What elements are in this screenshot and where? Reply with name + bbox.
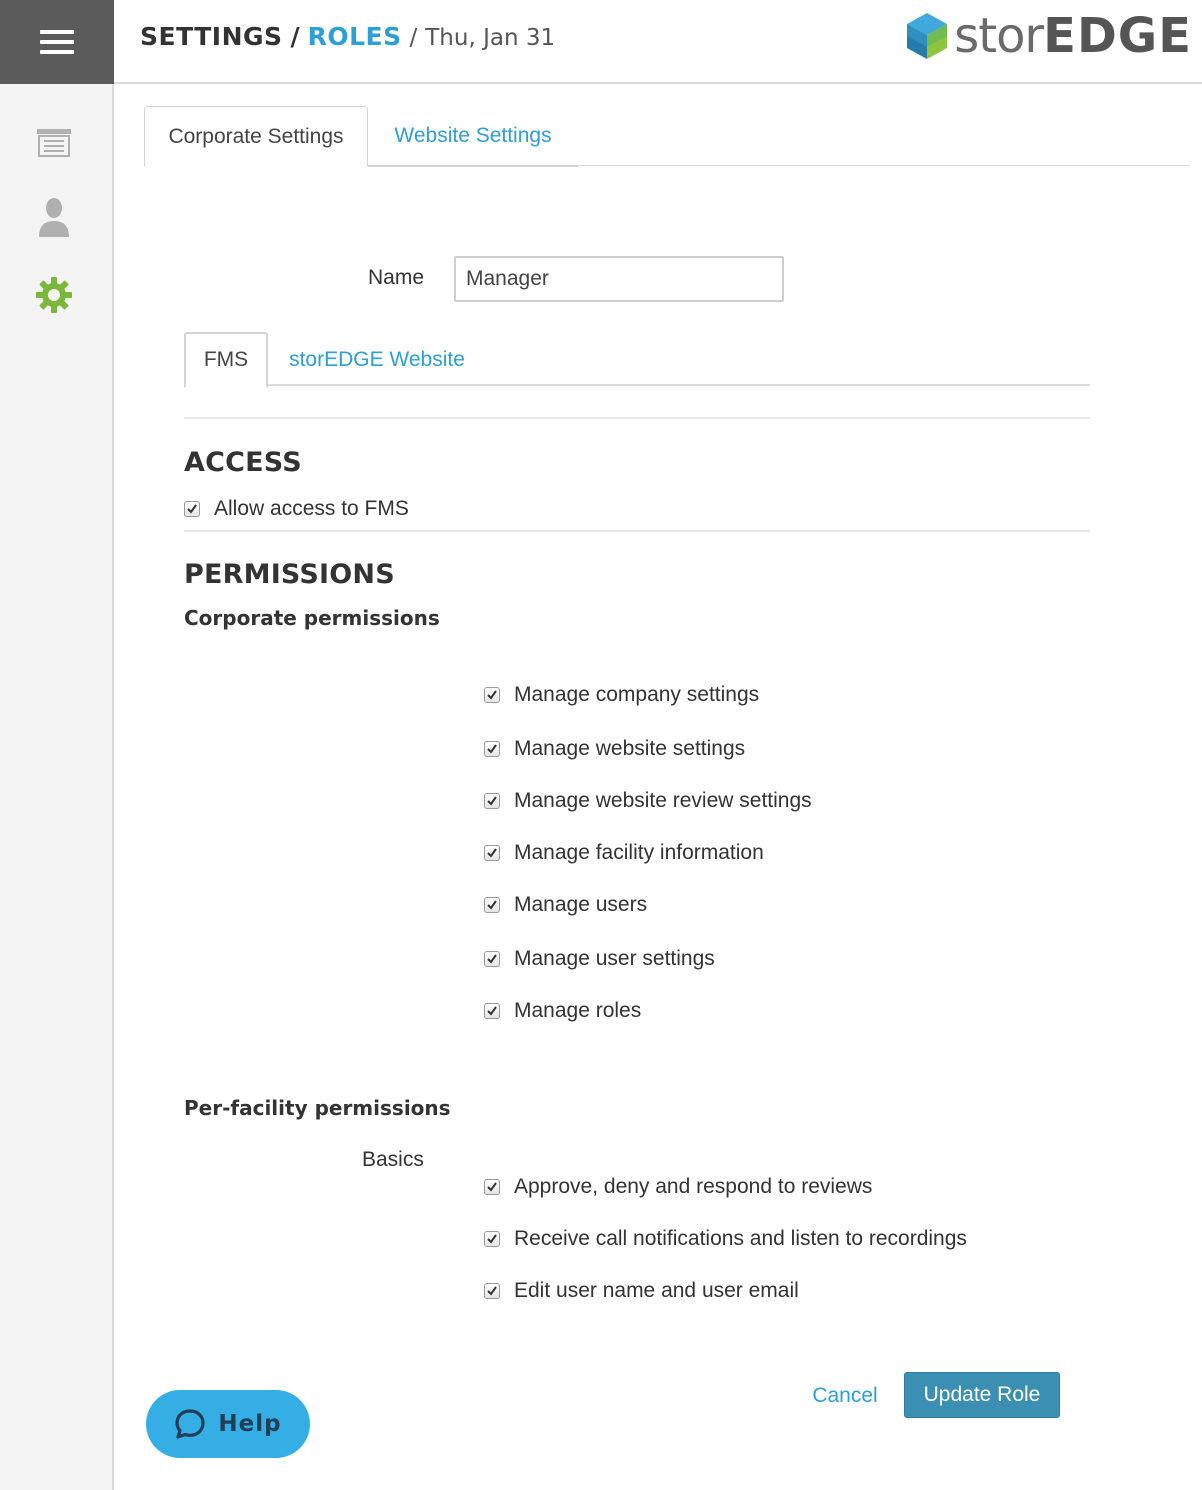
checkbox-label: Manage website settings bbox=[514, 737, 746, 760]
checkbox-call-notifications[interactable] bbox=[484, 1227, 967, 1251]
checkbox-label: Manage user settings bbox=[514, 947, 715, 970]
checkbox-manage-roles[interactable] bbox=[484, 999, 641, 1023]
breadcrumb-roles[interactable]: ROLES bbox=[307, 22, 402, 51]
name-input[interactable] bbox=[454, 256, 784, 302]
name-label: Name bbox=[368, 266, 425, 289]
checkbox-manage-company-settings[interactable] bbox=[484, 683, 759, 707]
breadcrumb-separator: / bbox=[409, 25, 418, 51]
tab-website-settings[interactable]: Website Settings bbox=[368, 106, 578, 167]
menu-button[interactable] bbox=[0, 0, 114, 84]
checkbox-manage-website-review-settings[interactable] bbox=[484, 789, 812, 813]
checkbox[interactable] bbox=[184, 501, 200, 517]
logo-text-edge: EDGE bbox=[1043, 8, 1192, 64]
checkbox-label: Edit user name and user email bbox=[514, 1279, 799, 1302]
checkbox-manage-user-settings[interactable] bbox=[484, 947, 715, 971]
tab-fms[interactable]: FMS bbox=[184, 332, 268, 388]
checkbox-edit-user-name-email[interactable] bbox=[484, 1279, 799, 1303]
divider bbox=[184, 417, 1090, 419]
user-icon[interactable] bbox=[33, 196, 75, 238]
header bbox=[114, 0, 1202, 84]
help-button[interactable] bbox=[146, 1390, 310, 1458]
permissions-title: PERMISSIONS bbox=[184, 559, 395, 590]
breadcrumb-date: Thu, Jan 31 bbox=[425, 25, 556, 51]
logo-text-stor: stor bbox=[954, 8, 1044, 64]
help-label: Help bbox=[218, 1411, 282, 1437]
units-icon[interactable] bbox=[33, 122, 75, 164]
checkbox-label: Manage facility information bbox=[514, 841, 764, 864]
checkbox-label: Manage company settings bbox=[514, 683, 760, 706]
menu-icon bbox=[40, 30, 74, 54]
checkbox[interactable] bbox=[484, 897, 500, 913]
access-title: ACCESS bbox=[184, 447, 302, 478]
checkbox[interactable] bbox=[484, 1003, 500, 1019]
checkbox[interactable] bbox=[484, 1231, 500, 1247]
checkbox[interactable] bbox=[484, 793, 500, 809]
checkbox-label: Receive call notifications and listen to recordings bbox=[514, 1227, 967, 1250]
checkbox[interactable] bbox=[484, 845, 500, 861]
basics-label: Basics bbox=[362, 1148, 424, 1171]
checkbox-label: Manage roles bbox=[514, 999, 642, 1022]
update-role-button[interactable]: Update Role bbox=[904, 1372, 1060, 1418]
breadcrumb bbox=[140, 22, 555, 51]
checkbox[interactable] bbox=[484, 951, 500, 967]
role-scope-tabs bbox=[184, 332, 1090, 386]
settings-tabs bbox=[144, 106, 1190, 166]
storedge-logo bbox=[906, 8, 1192, 64]
checkbox[interactable] bbox=[484, 1179, 500, 1195]
gear-icon[interactable] bbox=[33, 274, 75, 316]
cube-logo-icon bbox=[906, 12, 948, 60]
checkbox-allow-access-fms[interactable] bbox=[184, 497, 409, 521]
breadcrumb-separator: / bbox=[290, 22, 300, 51]
chat-bubble-icon bbox=[174, 1408, 206, 1440]
checkbox-label: Approve, deny and respond to reviews bbox=[514, 1175, 873, 1198]
checkbox-label: Allow access to FMS bbox=[214, 497, 409, 520]
sidebar bbox=[0, 0, 114, 1490]
breadcrumb-settings[interactable]: SETTINGS bbox=[140, 22, 283, 51]
tab-corporate-settings[interactable]: Corporate Settings bbox=[144, 106, 368, 167]
divider bbox=[184, 530, 1090, 532]
per-facility-permissions-title: Per-facility permissions bbox=[184, 1096, 451, 1120]
tab-storedge-website[interactable]: storEDGE Website bbox=[289, 348, 465, 371]
checkbox[interactable] bbox=[484, 1283, 500, 1299]
checkbox-label: Manage website review settings bbox=[514, 789, 812, 812]
checkbox-manage-website-settings[interactable] bbox=[484, 737, 745, 761]
checkbox-label: Manage users bbox=[514, 893, 648, 916]
checkbox-manage-users[interactable] bbox=[484, 893, 647, 917]
checkbox-approve-reviews[interactable] bbox=[484, 1175, 872, 1199]
checkbox[interactable] bbox=[484, 687, 500, 703]
checkbox-manage-facility-information[interactable] bbox=[484, 841, 764, 865]
corporate-permissions-title: Corporate permissions bbox=[184, 606, 440, 630]
checkbox[interactable] bbox=[484, 741, 500, 757]
cancel-button[interactable]: Cancel bbox=[812, 1384, 878, 1407]
